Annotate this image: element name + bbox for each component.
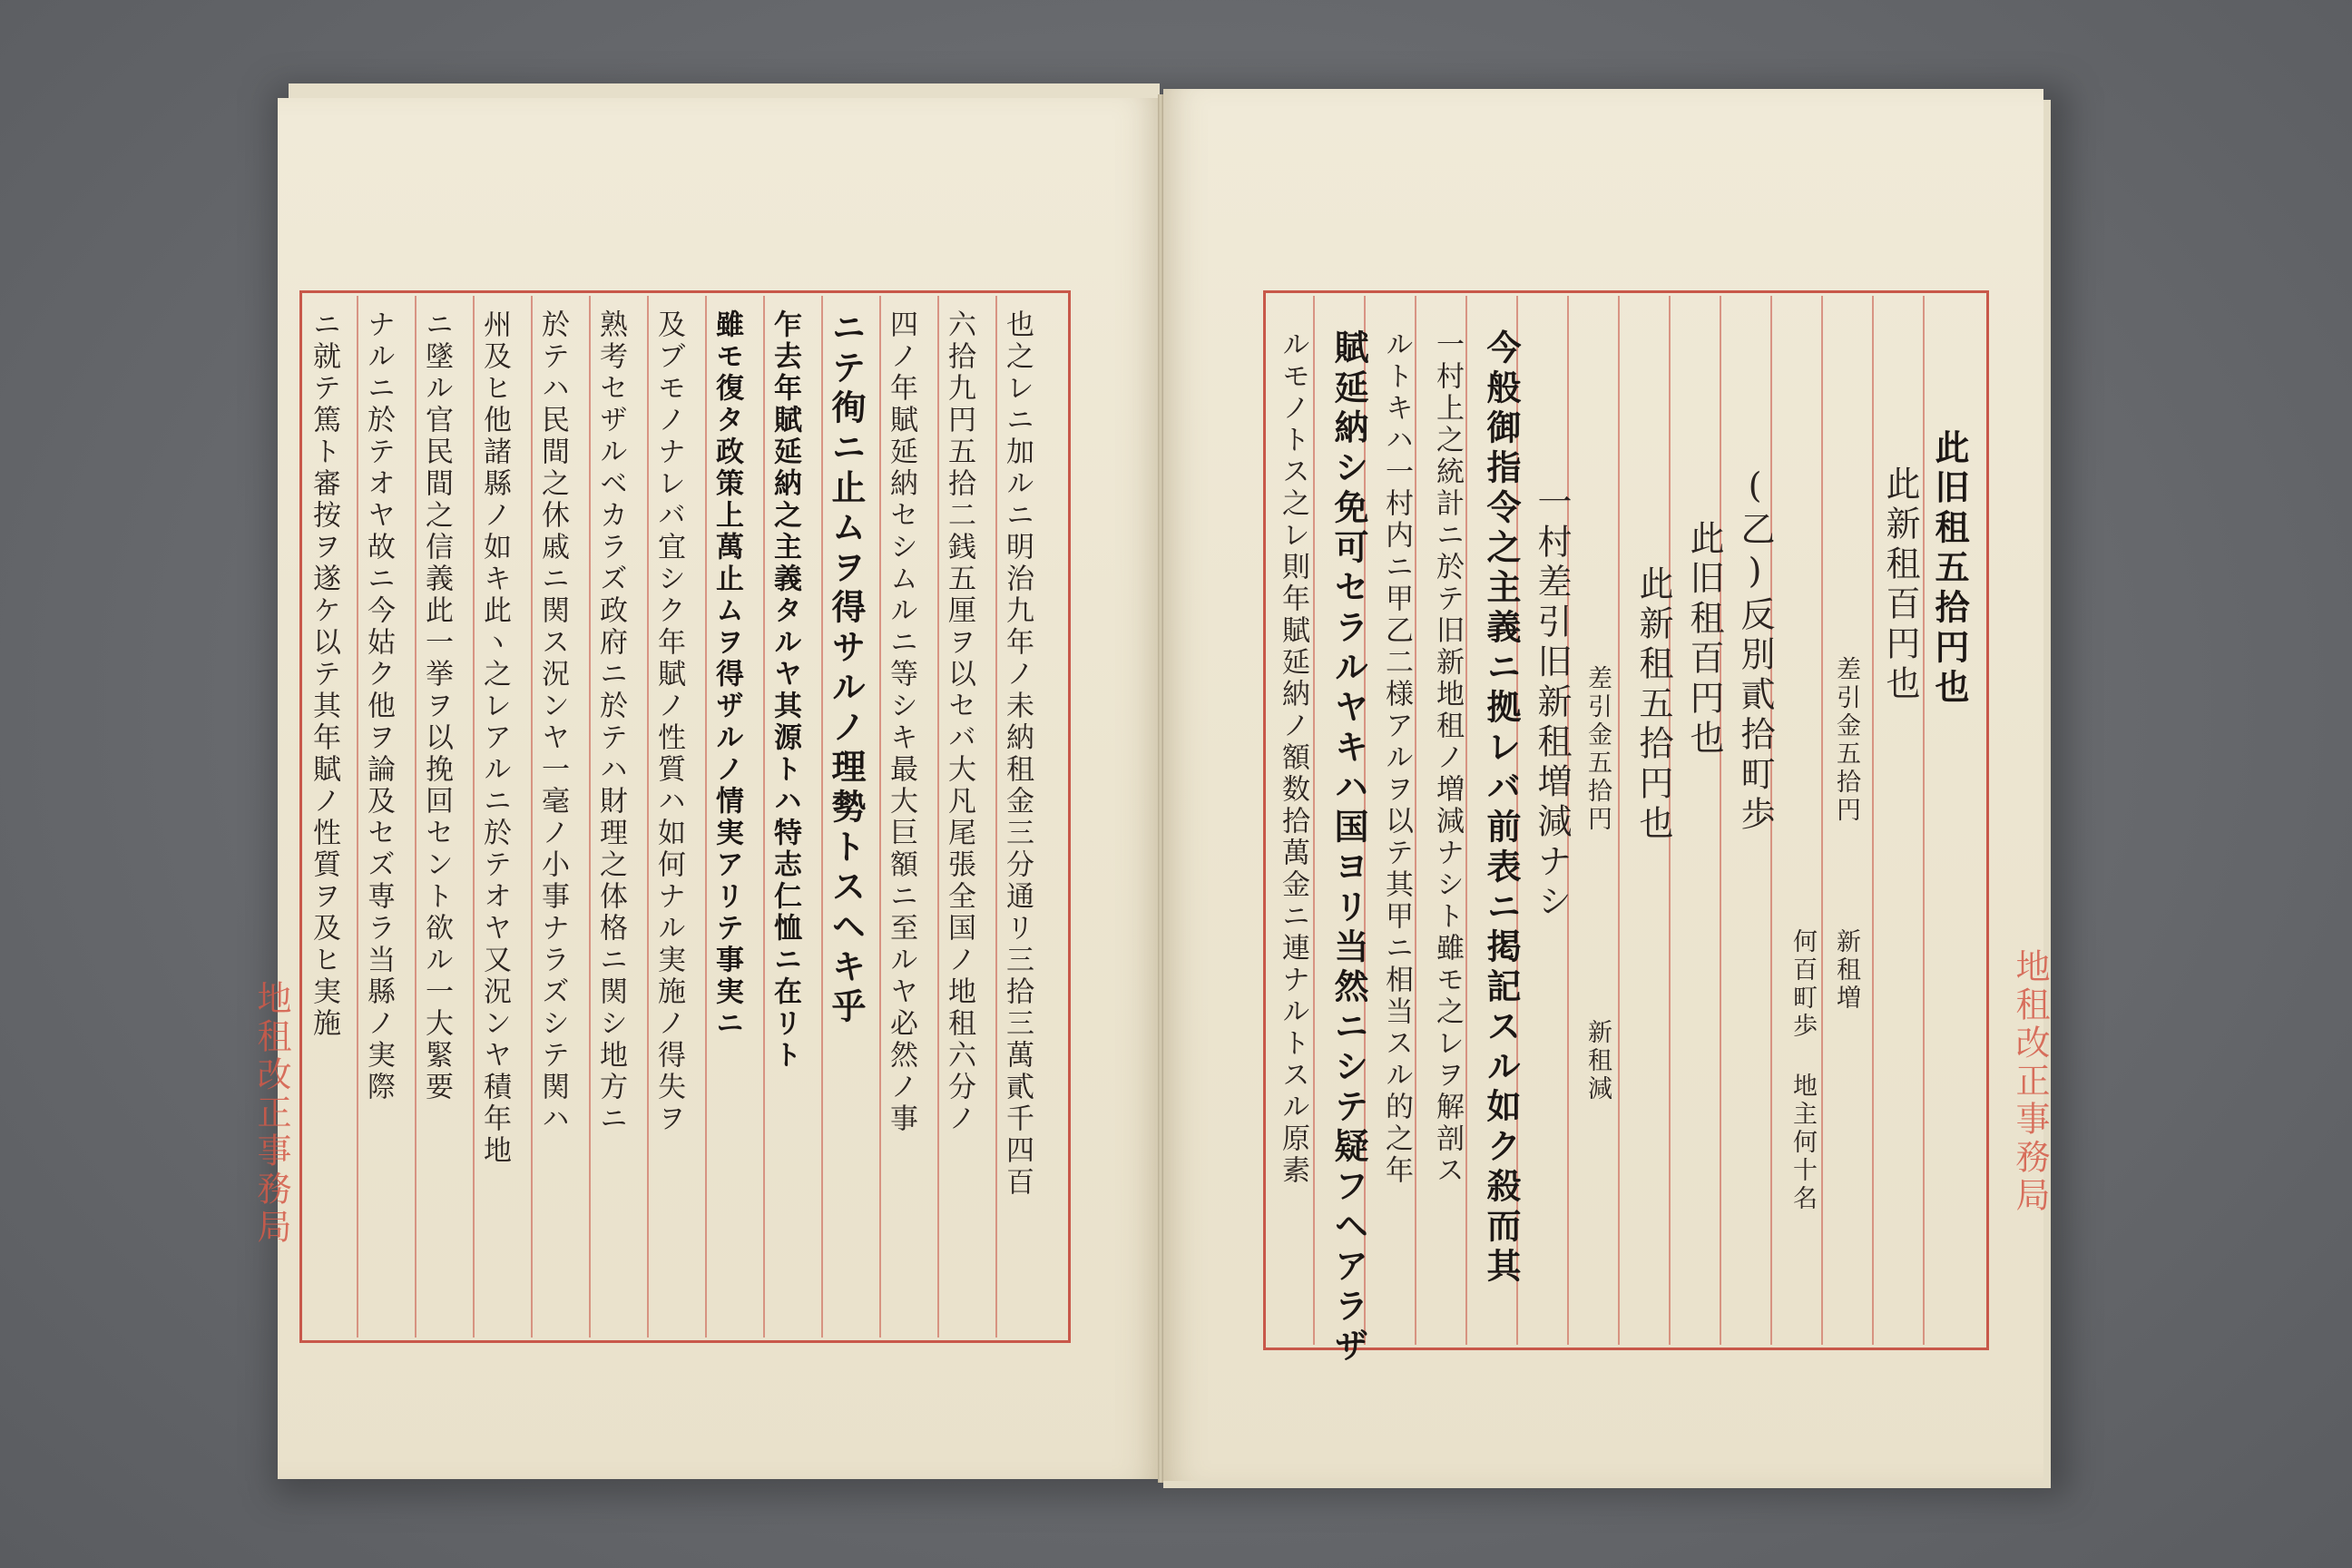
column-rule xyxy=(357,296,358,1338)
text-column-10: 新租減 xyxy=(1583,1019,1612,1103)
column-rule xyxy=(1313,296,1315,1345)
text-column-7: 此旧租百円也 xyxy=(1684,520,1724,760)
column-rule xyxy=(473,296,475,1338)
text-column-5: 何百町歩 地主何十名 xyxy=(1788,928,1817,1213)
text-column-4: ニテ徇ニ止ムヲ得サルノ理勢トスヘキ乎 xyxy=(826,309,867,1028)
column-rule xyxy=(937,296,939,1338)
column-rule xyxy=(705,296,707,1338)
column-rule xyxy=(1923,296,1925,1345)
text-column-10: 州及ヒ他諸縣ノ如キ此ヽ之レアルニ於テオヤ又況ンヤ積年地 xyxy=(478,309,511,1167)
text-column-5: 乍去年賦延納之主義タルヤ其源トハ特志仁恤ニ在リト xyxy=(769,309,801,1072)
text-column-9: 於テハ民間之休戚ニ関ス況ンヤ一毫ノ小事ナラズシテ関ハ xyxy=(536,309,569,1135)
text-column-13: 一村上之統計ニ於テ旧新地租ノ増減ナシト雖モ之レヲ解剖ス xyxy=(1431,329,1464,1187)
text-column-2: 六拾九円五拾二銭五厘ヲ以セバ大凡尾張全国ノ地租六分ノ xyxy=(943,309,975,1135)
text-column-6: (乙)反別貳拾町歩 xyxy=(1735,466,1775,836)
text-column-16: ルモノトス之レ則年賦延納ノ額数拾萬金ニ連ナルトスル原素 xyxy=(1277,329,1309,1187)
column-rule xyxy=(531,296,533,1338)
text-column-12: ナルニ於テオヤ故ニ今姑ク他ヲ論及セズ専ラ当縣ノ実際 xyxy=(362,309,395,1103)
text-column-6: 雖モ復タ政策上萬止ムヲ得ザルノ情実アリテ事実ニ xyxy=(710,309,743,1040)
text-column-9: 差引金五拾円 xyxy=(1583,665,1612,834)
column-rule xyxy=(879,296,881,1338)
column-rule xyxy=(1618,296,1620,1345)
column-rule xyxy=(995,296,997,1338)
text-column-3: 四ノ年賦延納セシムルニ等シキ最大巨額ニ至ルヤ必然ノ事 xyxy=(885,309,917,1135)
text-column-7: 及ブモノナレバ宜シク年賦ノ性質ハ如何ナル実施ノ得失ヲ xyxy=(652,309,685,1135)
text-column-8: 熟考セザルベカラズ政府ニ於テハ財理之体格ニ関シ地方ニ xyxy=(594,309,627,1135)
text-column-15: 賦延納シ免可セラルヤキハ国ヨリ当然ニシテ疑フヘアラザ xyxy=(1328,329,1369,1367)
text-column-11: 一村差引旧新租増減ナシ xyxy=(1532,484,1572,923)
text-column-2: 此新租百円也 xyxy=(1880,466,1920,705)
text-column-11: ニ墜ル官民間之信義此一挙ヲ以挽回セント欲ル一大緊要 xyxy=(420,309,453,1103)
column-rule xyxy=(1872,296,1874,1345)
left-margin-stamp: 地租改正事務局 xyxy=(251,980,291,1247)
column-rule xyxy=(821,296,823,1338)
text-column-8: 此新租五拾円也 xyxy=(1633,565,1673,845)
text-column-13: ニ就テ篤ト審按ヲ遂ケ以テ其年賦ノ性質ヲ及ヒ実施 xyxy=(308,309,340,1040)
text-column-1: 此旧租五拾円也 xyxy=(1929,429,1970,709)
right-page-frame xyxy=(1263,290,1989,1367)
column-rule xyxy=(1465,296,1467,1345)
column-rule xyxy=(1720,296,1721,1345)
text-column-3: 差引金五拾円 xyxy=(1832,656,1860,825)
text-column-14: ルトキハ一村内ニ甲乙二様アルヲ以テ其甲ニ相当スル的之年 xyxy=(1380,329,1413,1187)
column-rule xyxy=(647,296,649,1338)
text-column-1: 也之レニ加ルニ明治九年ノ未納租金三分通リ三拾三萬貳千四百 xyxy=(1001,309,1034,1199)
column-rule xyxy=(1821,296,1823,1345)
left-page-frame xyxy=(299,290,1071,1343)
column-rule xyxy=(1415,296,1416,1345)
right-margin-stamp: 地租改正事務局 xyxy=(2010,948,2050,1215)
column-rule xyxy=(589,296,591,1338)
text-column-12: 今般御指令之主義ニ拠レバ前表ニ掲記スル如ク殺而其 xyxy=(1481,329,1522,1288)
column-rule xyxy=(415,296,416,1338)
text-column-4: 新租増 xyxy=(1832,928,1860,1013)
column-rule xyxy=(763,296,765,1338)
